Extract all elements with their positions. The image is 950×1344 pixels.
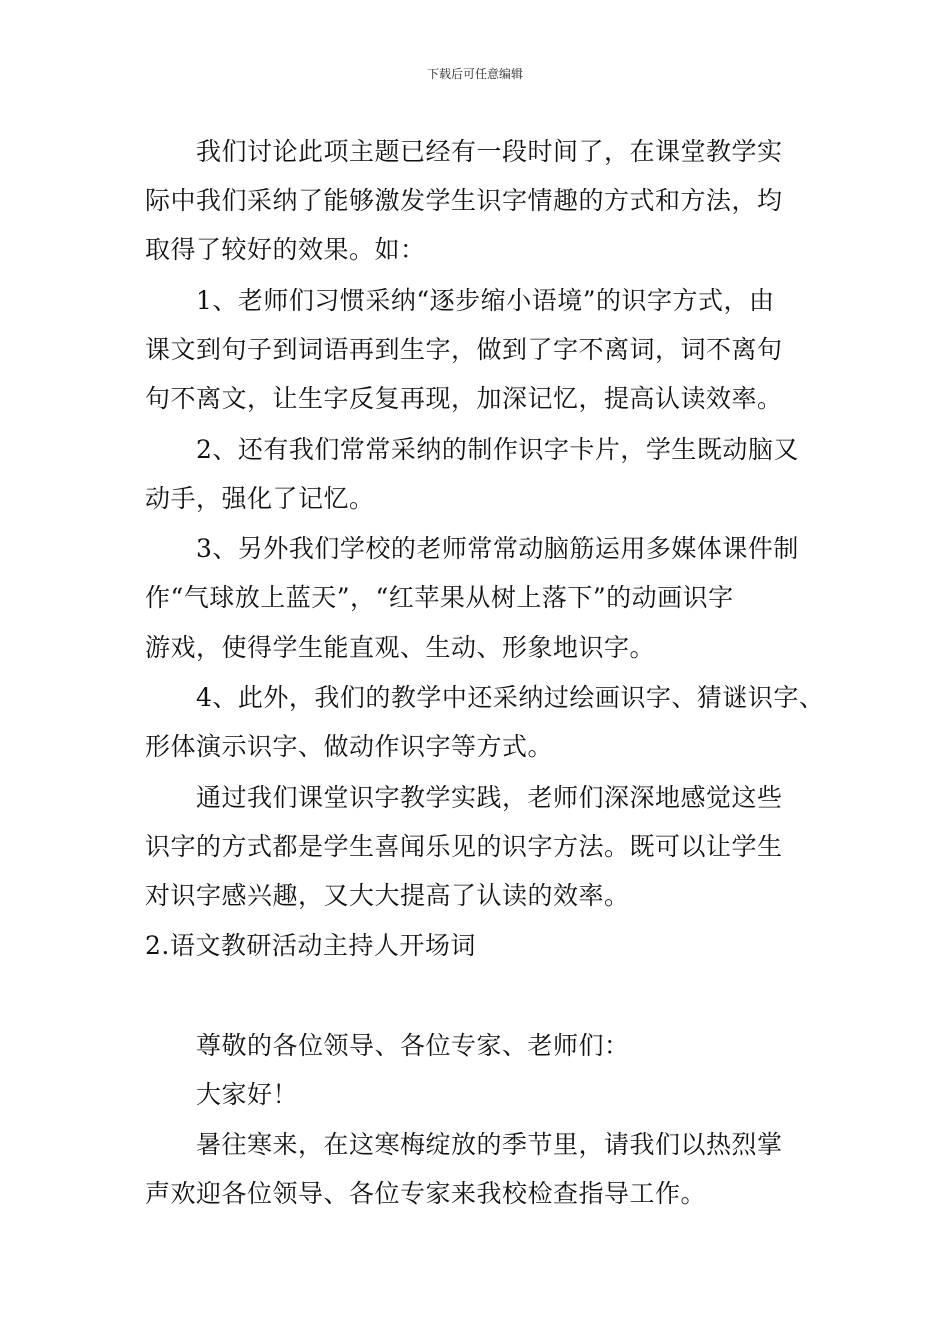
paragraph-line: 3、另外我们学校的老师常常动脑筋运用多媒体课件制 xyxy=(196,534,799,563)
paragraph-line: 际中我们采纳了能够激发学生识字情趣的方式和方法，均 xyxy=(145,186,783,215)
paragraph-line: 课文到句子到词语再到生字，做到了字不离词，词不离句 xyxy=(145,335,783,364)
paragraph-line: 暑往寒来，在这寒梅绽放的季节里，请我们以热烈掌 xyxy=(196,1130,783,1159)
paragraph-line: 1、老师们习惯采纳“逐步缩小语境”的识字方式，由 xyxy=(196,286,775,315)
paragraph-line: 取得了较好的效果。如： xyxy=(145,235,426,264)
paragraph-line: 句不离文，让生字反复再现，加深记忆，提高认读效率。 xyxy=(145,384,783,413)
paragraph-line: 游戏，使得学生能直观、生动、形象地识字。 xyxy=(145,633,656,662)
paragraph-line: 通过我们课堂识字教学实践，老师们深深地感觉这些 xyxy=(196,783,783,812)
paragraph-line: 我们讨论此项主题已经有一段时间了，在课堂教学实 xyxy=(196,137,783,166)
paragraph-line: 形体演示识字、做动作识字等方式。 xyxy=(145,732,554,761)
paragraph-line: 动手，强化了记忆。 xyxy=(145,484,375,513)
paragraph-line: 尊敬的各位领导、各位专家、老师们： xyxy=(196,1031,630,1060)
paragraph-line: 对识字感兴趣，又大大提高了认读的效率。 xyxy=(145,881,630,910)
paragraph-line: 声欢迎各位领导、各位专家来我校检查指导工作。 xyxy=(145,1179,707,1208)
page-header: 下载后可任意编辑 xyxy=(426,67,523,81)
paragraph-line: 2、还有我们常常采纳的制作识字卡片，学生既动脑又 xyxy=(196,435,799,464)
section-heading: 2.语文教研活动主持人开场词 xyxy=(145,931,476,960)
paragraph-line: 4、此外，我们的教学中还采纳过绘画识字、猜谜识字、 xyxy=(196,683,825,712)
paragraph-line: 识字的方式都是学生喜闻乐见的识字方法。既可以让学生 xyxy=(145,832,783,861)
paragraph-line: 作“气球放上蓝天”，“红苹果从树上落下”的动画识字 xyxy=(145,583,734,612)
paragraph-line: 大家好！ xyxy=(196,1080,299,1109)
